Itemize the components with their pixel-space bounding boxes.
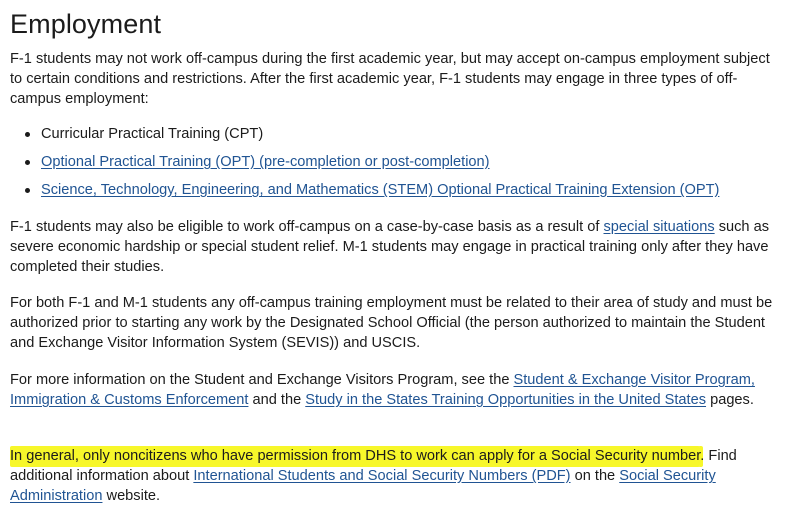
stem-opt-link[interactable]: Science, Technology, Engineering, and Mathematics (STEM) Optional Practical Training Extension (OPT) bbox=[41, 182, 720, 198]
para2-text-after: such as severe economic hardship or special student relief. M-1 students may engage in practical training only after they have completed their studies. bbox=[10, 219, 769, 275]
opt-link[interactable]: Optional Practical Training (OPT) (pre-completion or post-completion) bbox=[41, 154, 490, 170]
para5-text-after-highlight: . Find additional information about bbox=[10, 448, 737, 484]
bullet-icon bbox=[25, 160, 30, 165]
study-in-states-link[interactable]: Study in the States Training Opportunities in the United States bbox=[305, 392, 707, 408]
list-item-opt bbox=[10, 152, 780, 180]
para5-text-middle: on the bbox=[570, 468, 620, 484]
ssn-paragraph bbox=[10, 446, 780, 506]
special-situations-paragraph bbox=[10, 217, 780, 277]
intl-students-ssn-pdf-link[interactable]: International Students and Social Security Numbers (PDF) bbox=[193, 468, 571, 484]
highlighted-ssn-text: In general, only noncitizens who have permission from DHS to work can apply for a Social Security number bbox=[10, 446, 700, 467]
bullet-icon bbox=[25, 132, 30, 137]
para4-text-after: pages. bbox=[706, 392, 754, 408]
list-item-stem-opt bbox=[10, 180, 780, 208]
para5-text-after: website. bbox=[102, 488, 161, 504]
cpt-label: Curricular Practical Training (CPT) bbox=[41, 126, 264, 142]
bullet-icon bbox=[25, 188, 30, 193]
employment-types-list bbox=[10, 124, 780, 208]
more-info-paragraph bbox=[10, 370, 780, 410]
list-item-cpt bbox=[10, 124, 780, 152]
intro-paragraph: F-1 students may not work off-campus during the first academic year, but may accept on-campus employment subject to certain conditions and restrictions. After the first academic year, F-1 students may engage in three types of off-campus employment: bbox=[10, 51, 770, 107]
page-title: Employment bbox=[10, 9, 162, 39]
para2-text-before: F-1 students may also be eligible to work off-campus on a case-by-case basis as a result of bbox=[10, 219, 604, 235]
special-situations-link[interactable]: special situations bbox=[603, 219, 715, 235]
sevp-ice-link[interactable]: Student & Exchange Visitor Program, Immigration & Customs Enforcement bbox=[10, 372, 755, 408]
para4-text-before: For more information on the Student and Exchange Visitors Program, see the bbox=[10, 372, 514, 388]
para4-text-middle: and the bbox=[248, 392, 306, 408]
ssa-link[interactable]: Social Security Administration bbox=[10, 468, 716, 504]
authorization-paragraph: For both F-1 and M-1 students any off-campus training employment must be related to their area of study and must be authorized prior to starting any work by the Designated School Official (the person authorized to maintain the Student and Exchange Visitor Information System (SEVIS)) and USCIS. bbox=[10, 295, 773, 351]
